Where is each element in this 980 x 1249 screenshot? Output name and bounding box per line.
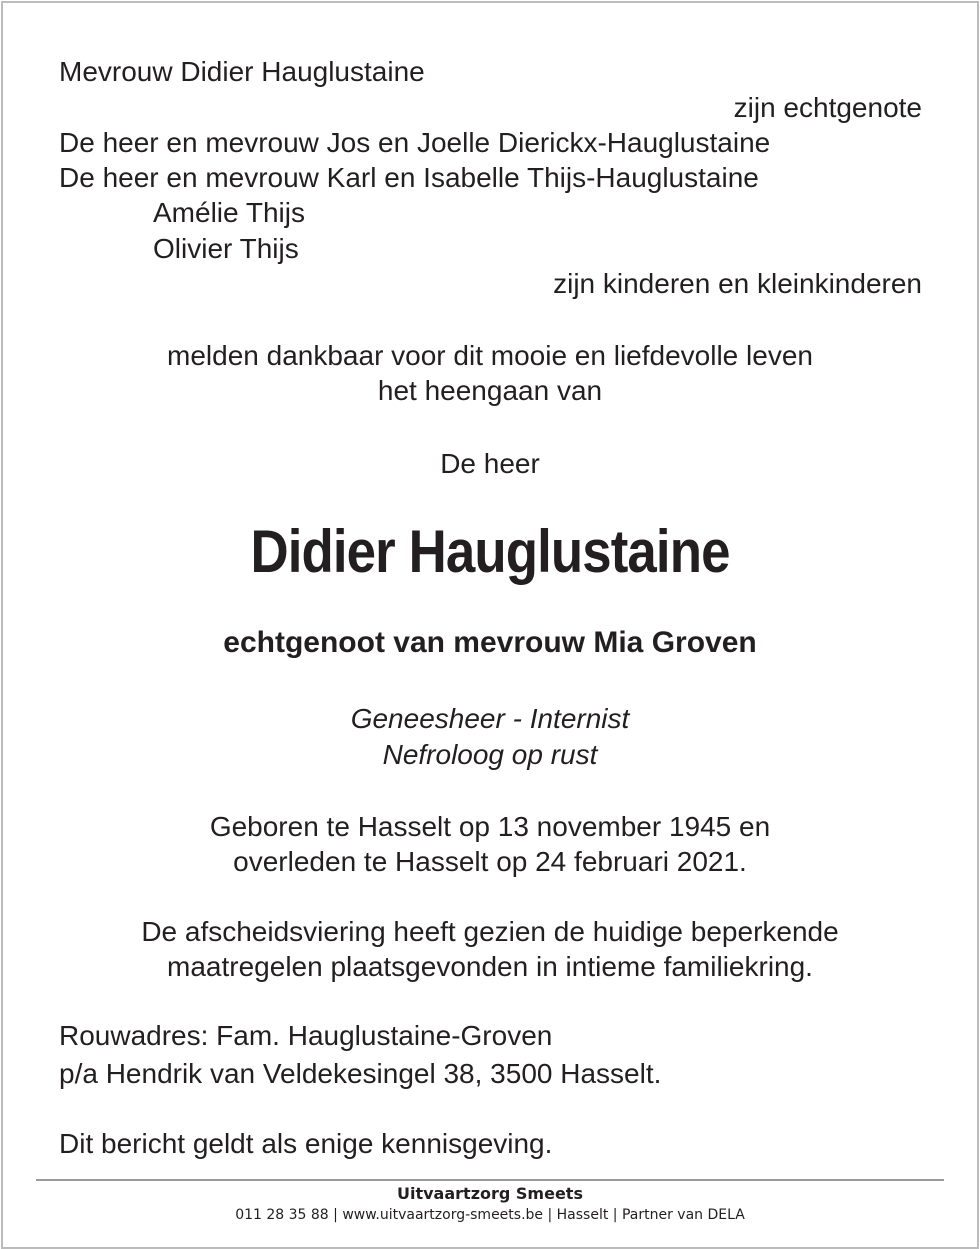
announcement-line-2: het heengaan van: [377, 375, 603, 406]
deceased-spouse: echtgenoot van mevrouw Mia Groven: [223, 626, 757, 659]
notice-line: Dit bericht geldt als enige kennisgeving.: [59, 1128, 553, 1159]
birth-line: Geboren te Hasselt op 13 november 1945 en: [209, 811, 771, 842]
grandchild-2: Olivier Thijs: [153, 233, 299, 264]
footer-info: 011 28 35 88 | www.uitvaartzorg-smeets.be | Hasselt | Partner van DELA: [235, 1207, 745, 1223]
deceased-title: De heer: [440, 448, 540, 479]
address-line-1: Rouwadres: Fam. Hauglustaine-Groven: [59, 1020, 553, 1051]
grandchild-1: Amélie Thijs: [153, 197, 305, 228]
ceremony-line-1: De afscheidsviering heeft gezien de huidige beperkende: [141, 916, 839, 947]
child-line-1: De heer en mevrouw Jos en Joelle Dierickx-Hauglustaine: [59, 127, 771, 158]
ceremony-line-2: maatregelen plaatsgevonden in intieme familiekring.: [167, 951, 813, 982]
footer-company: Uitvaartzorg Smeets: [397, 1184, 583, 1203]
spouse-name: Mevrouw Didier Hauglustaine: [59, 56, 425, 87]
address-line-2: p/a Hendrik van Veldekesingel 38, 3500 Hasselt.: [59, 1058, 662, 1089]
death-line: overleden te Hasselt op 24 februari 2021.: [233, 846, 747, 877]
deceased-name: Didier Hauglustaine: [250, 518, 730, 585]
spouse-relation: zijn echtgenote: [733, 92, 922, 123]
footer-divider: [36, 1179, 944, 1181]
profession-line-1: Geneesheer - Internist: [350, 703, 630, 734]
children-relation: zijn kinderen en kleinkinderen: [553, 268, 922, 299]
announcement-line-1: melden dankbaar voor dit mooie en liefdevolle leven: [167, 340, 813, 371]
profession-line-2: Nefroloog op rust: [382, 739, 598, 770]
child-line-2: De heer en mevrouw Karl en Isabelle Thijs-Hauglustaine: [59, 162, 759, 193]
